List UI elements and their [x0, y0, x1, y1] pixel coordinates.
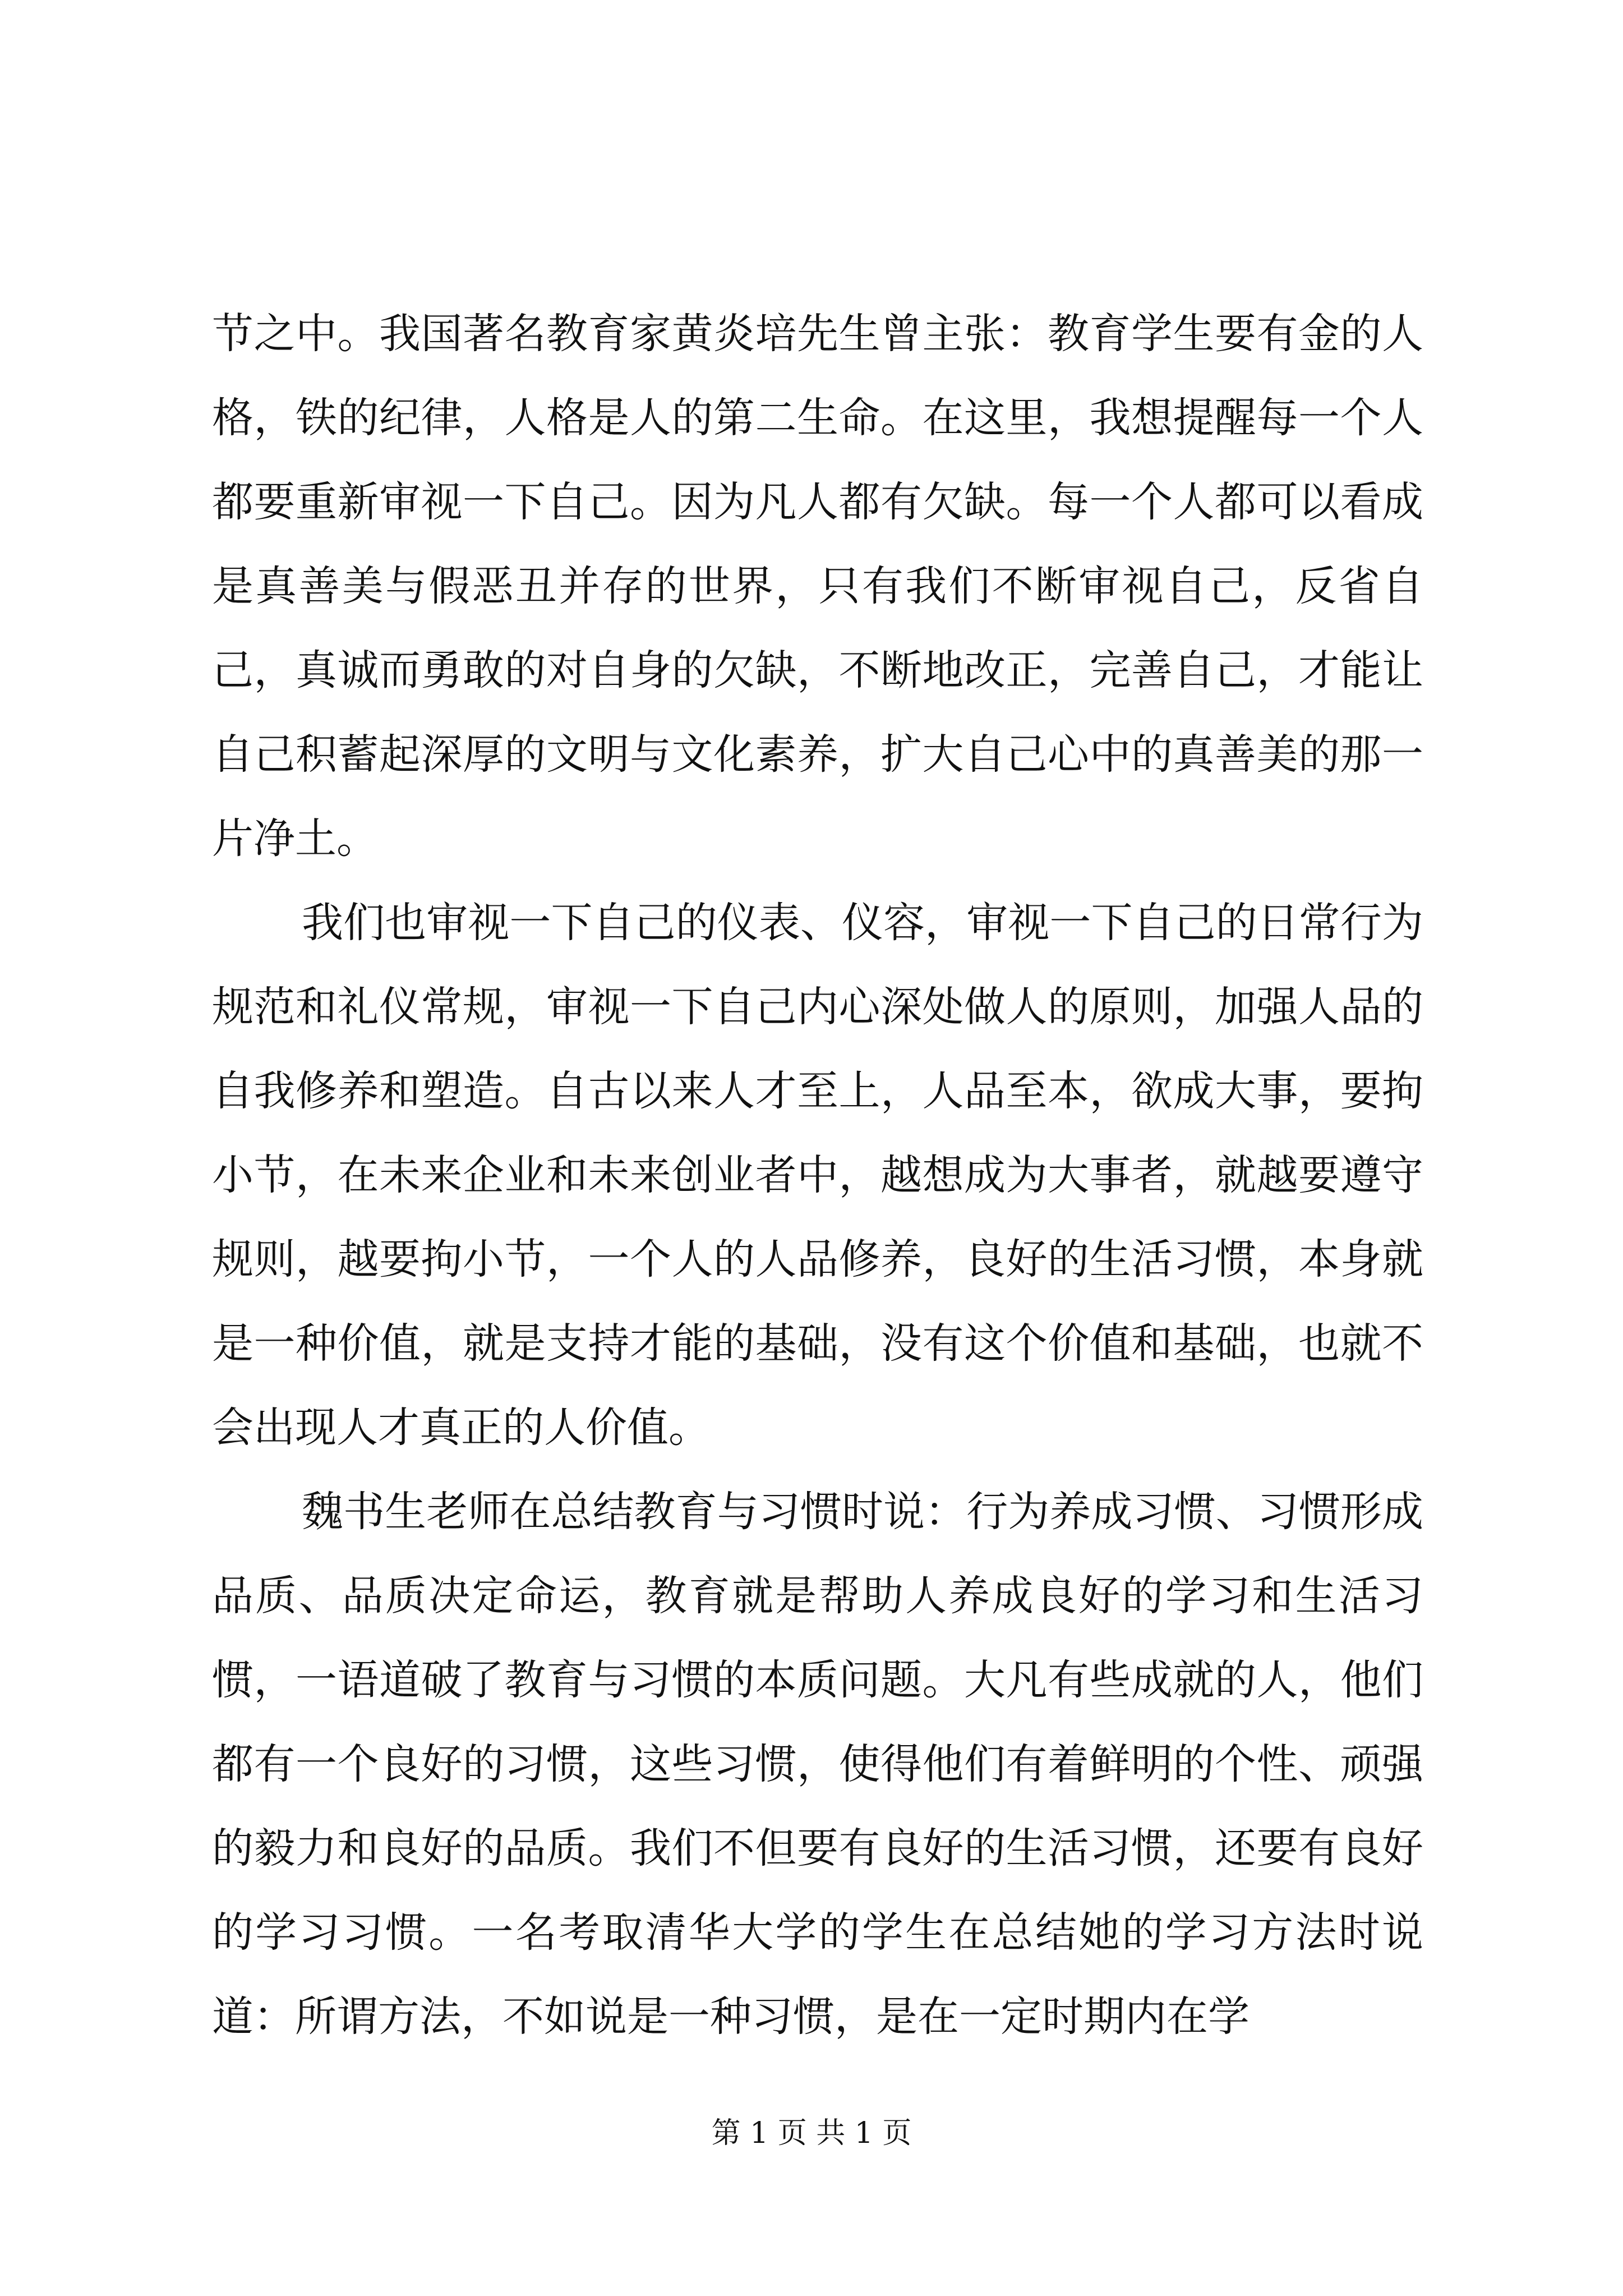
- document-body: [212, 292, 1423, 2059]
- page-footer: 第 1 页 共 1 页: [711, 2116, 912, 2150]
- paragraph-1: 节之中。我国著名教育家黄炎培先生曾主张：教育学生要有金的人格，铁的纪律，人格是人的第二生命。在这里，我想提醒每一个人都要重新审视一下自己。因为凡人都有欠缺。每一个人都可以看成是真善美与假恶丑并存的世界，只有我们不断审视自己，反省自己，真诚而勇敢的对自身的欠缺，不断地改正，完善自己，才能让自己积蓄起深厚的文明与文化素养，扩大自己心中的真善美的那一片净土。: [212, 310, 1423, 863]
- paragraph-3: 魏书生老师在总结教育与习惯时说：行为养成习惯、习惯形成品质、品质决定命运，教育就是帮助人养成良好的学习和生活习惯，一语道破了教育与习惯的本质问题。大凡有些成就的人，他们都有一个良好的习惯，这些习惯，使得他们有着鲜明的个性、顽强的毅力和良好的品质。我们不但要有良好的生活习惯，还要有良好的学习习惯。一名考取清华大学的学生在总结她的学习方法时说道：所谓方法，不如说是一种习惯，是在一定时期内在学: [212, 1488, 1423, 2041]
- paragraph-2: 我们也审视一下自己的仪表、仪容，审视一下自己的日常行为规范和礼仪常规，审视一下自己内心深处做人的原则，加强人品的自我修养和塑造。自古以来人才至上，人品至本，欲成大事，要拘小节，在未来企业和未来创业者中，越想成为大事者，就越要遵守规则，越要拘小节，一个人的人品修养，良好的生活习惯，本身就是一种价值，就是支持才能的基础，没有这个价值和基础，也就不会出现人才真正的人价值。: [212, 899, 1423, 1452]
